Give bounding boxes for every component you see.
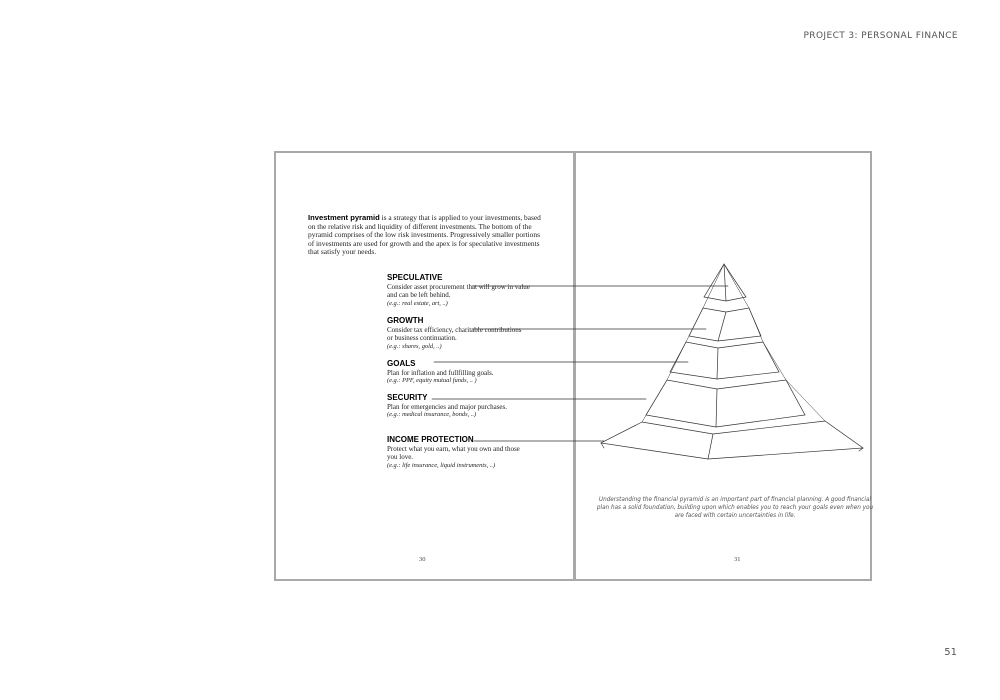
level-example: (e.g.: life insurance, liquid instruments, ..) — [387, 461, 496, 469]
level-example: (e.g.: PPF, equity mutual funds, .. ) — [387, 377, 477, 385]
header-title: PROJECT 3: PERSONAL FINANCE — [803, 31, 958, 41]
level-example: (e.g.: real estate, art, ..) — [387, 299, 448, 307]
level-example: (e.g.: medical insurance, bonds, ..) — [387, 411, 477, 419]
level-description: Consider tax efficiency, charitable contributions or business continuation. — [387, 326, 522, 343]
right-page-folio: 31 — [734, 556, 741, 563]
level-example: (e.g.: shares, gold, ..) — [387, 342, 442, 350]
level-title: GOALS — [387, 359, 416, 368]
level-description: Plan for inflation and fullfilling goals. — [387, 369, 494, 377]
pyramid-tier-goals — [670, 342, 779, 379]
pyramid-tier-income-protection — [601, 421, 863, 459]
level-description: Plan for emergencies and major purchases. — [387, 403, 507, 411]
level-description: Protect what you earn, what you own and those you love. — [387, 445, 520, 462]
pyramid-caption: Understanding the financial pyramid is an important part of financial planning. A good financial plan has a solid foundation, building upon which enables you to reach your goals even when you are faced with certain uncertainties in life. — [596, 497, 874, 520]
level-description: Consider asset procurement that will grow in value and can be left behind. — [387, 283, 530, 300]
level-title: SPECULATIVE — [387, 273, 443, 282]
intro-text: is a strategy that is applied to your investments, based on the relative risk and liquidity of different investments. The bottom of the pyramid comprises of the low risk investments. Progressively smaller portions of investments are used for growth and the apex is for speculative investments that satisfy your needs. — [308, 213, 541, 257]
left-page-folio: 30 — [419, 556, 426, 563]
intro-lead: Investment pyramid — [308, 213, 380, 222]
pyramid-tier-growth — [689, 308, 761, 341]
page-number: 51 — [944, 647, 957, 658]
book-spread — [274, 151, 872, 581]
pyramid-tier-speculative — [704, 264, 746, 301]
pyramid-tier-security — [646, 380, 805, 427]
level-title: SECURITY — [387, 393, 428, 402]
level-title: INCOME PROTECTION — [387, 435, 474, 444]
level-title: GROWTH — [387, 316, 424, 325]
